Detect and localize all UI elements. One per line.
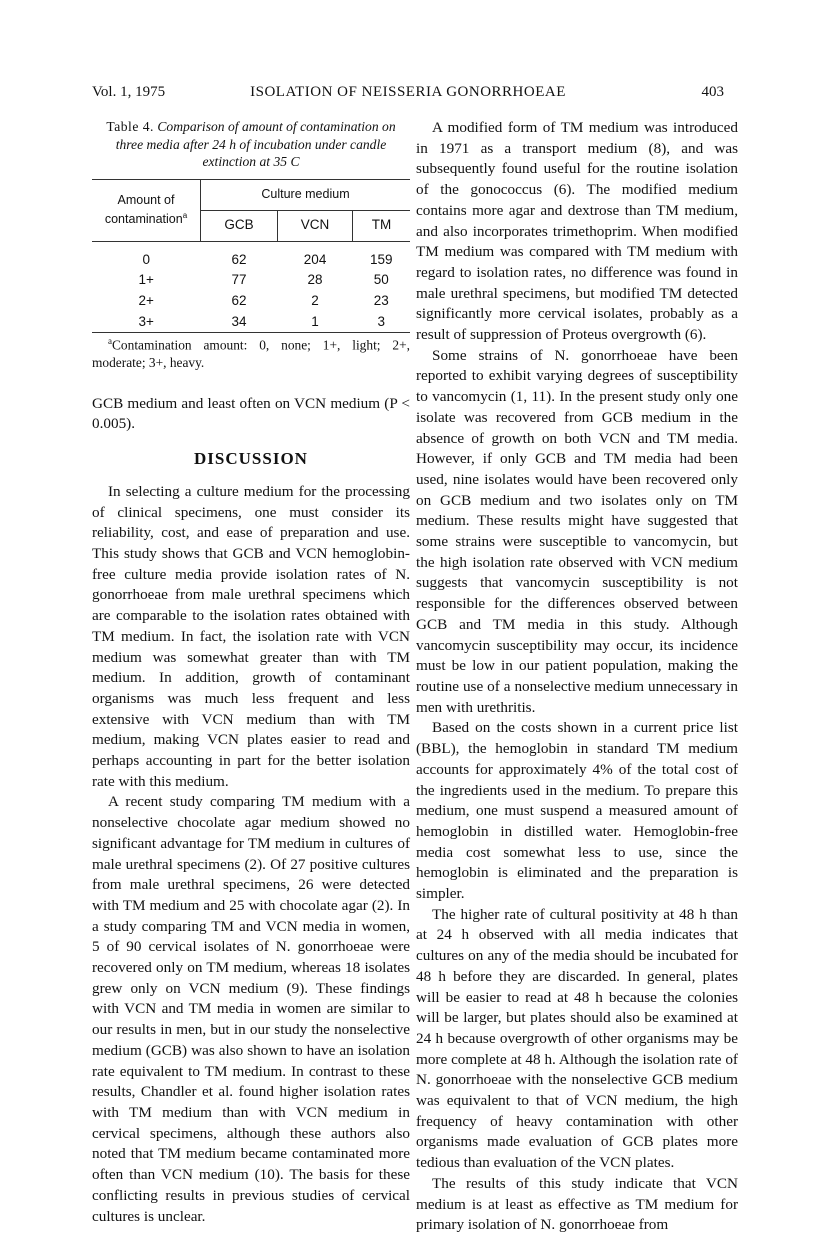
- running-header: [92, 84, 724, 106]
- footnote-text: Contamination amount: 0, none; 1+, light; 2+, moderate; 3+, heavy.: [92, 337, 410, 371]
- paragraph: A modified form of TM medium was introduced in 1971 as a transport medium (8), and was subsequently found useful for the routine isolation of the gonococcus (6). The modified medium contains more agar and dextrose than TM medium, and also incorporates trimethoprim. When modified TM medium was compared with TM medium with regard to isolation rates, no difference was found in male urethral specimens, but modified TM detected significantly more cervical isolates, probably as a result of suppression of Proteus overgrowth (6).: [416, 119, 738, 344]
- table-cell: 1: [311, 313, 319, 329]
- table-cell: 204: [303, 251, 327, 267]
- table-cell: 50: [373, 272, 389, 288]
- table-cell: 159: [370, 251, 393, 267]
- table-cell: 34: [231, 313, 247, 329]
- table-caption-text: Comparison of amount of contamination on three media after 24 h of incubation under candle extinction at 35 C: [115, 119, 396, 169]
- column-header: VCN: [278, 210, 353, 241]
- table-cell: 3: [377, 313, 386, 329]
- row-header-text: Amount of contamination: [104, 192, 183, 227]
- group-header-text: Culture medium: [261, 187, 350, 202]
- group-header-cell: [201, 179, 411, 210]
- table-row: [92, 291, 410, 312]
- table-caption: [92, 118, 410, 171]
- paragraph: The results of this study indicate that VCN medium is at least as effective as TM medium for primary isolation of N. gonorrhoeae from: [416, 1174, 738, 1234]
- column-header: GCB: [201, 210, 278, 241]
- table-cell: 62: [231, 251, 247, 267]
- table-cell: 77: [231, 272, 247, 288]
- paragraph: Some strains of N. gonorrhoeae have been reported to exhibit varying degrees of susceptibility to vancomycin (1, 11). In the present study only one isolate was recovered from GCB medium in the absence of growth on both VCN and TM media. However, if only GCB and TM media had been used, nine isolates would have been recovered only on GCB medium and two isolates only on TM medium. These results might have suggested that some strains were susceptible to vancomycin, but the high isolation rate observed with VCN medium suggests that vancomycin susceptibility is not responsible for the differences observed between GCB and TM media in this study. Although vancomycin susceptibility may occur, its incidence must be low in our patient population, making the routine use of a nonselective medium unnecessary in men with urethritis.: [416, 346, 738, 716]
- contamination-table: [92, 179, 410, 334]
- row-label: 1+: [138, 272, 154, 288]
- row-label: 3+: [138, 313, 154, 329]
- table-cell: 28: [307, 272, 323, 288]
- row-label: 0: [142, 251, 150, 267]
- left-column: [92, 118, 410, 1227]
- table-cell: 2: [311, 292, 319, 308]
- paragraph: A recent study comparing TM medium with a nonselective chocolate agar medium showed no significant advantage for TM medium in cultures of male urethral specimens (2). Of 27 positive cultures from male urethral specimens, 26 were detected with TM medium and 25 with chocolate agar (2). In a study comparing TM and VCN media in women, 5 of 90 cervical isolates of N. gonorrhoeae were recovered only on TM medium, whereas 18 isolates grew only on VCN medium (9). These findings with VCN and TM media in women are similar to our results in men, but in our study the nonselective medium (GCB) was also shown to have an isolation rate equivalent to TM medium. In contrast to these results, Chandler et al. found higher isolation rates with TM medium than with VCN medium in cervical specimens, although these authors also noted that TM medium became contaminated more often than VCN medium (10). The basis for these conflicting results in previous studies of cervical cultures is unclear.: [92, 793, 410, 1225]
- paragraph: Based on the costs shown in a current price list (BBL), the hemoglobin in standard TM medium accounts for approximately 4% of the total cost of the ingredients used in the medium. To prepare this medium, one must suspend a measured amount of hemoglobin in distilled water. Hemoglobin-free media cost somewhat less to use, since the hemoglobin is eliminated and the preparation is simpler.: [416, 719, 738, 903]
- running-title: ISOLATION OF NEISSERIA GONORRHOEAE: [250, 84, 566, 100]
- table-cell: 62: [231, 292, 247, 308]
- table-row: [92, 250, 410, 271]
- table-cell: 23: [373, 292, 389, 308]
- table-footnote: [92, 333, 410, 371]
- section-heading: DISCUSSION: [194, 449, 308, 469]
- table-label: Table 4.: [106, 119, 154, 134]
- paragraph: The higher rate of cultural positivity at 48 h than at 24 h observed with all media indicates that cultures on any of the media should be incubated for 48 h before they are discarded. In general, plates will be easier to read at 48 h because the colonies will be larger, but plates should also be examined at 24 h because overgrowth of other organisms may be more complete at 48 h. Although the isolation rate of N. gonorrhoeae with the nonselective GCB medium was equivalent to that of VCN medium, the high frequency of heavy contamination with other organisms made evaluation of GCB plates more tedious than evaluation of the VCN plates.: [416, 905, 738, 1172]
- right-column: [416, 118, 738, 1236]
- paragraph: In selecting a culture medium for the processing of clinical specimens, one must consider its reliability, cost, and ease of preparation and use. This study shows that GCB and VCN hemoglobin-free culture media provide isolation rates of N. gonorrhoeae from male urethral specimens which are comparable to the isolation rates obtained with TM medium. In fact, the isolation rate with VCN medium was somewhat greater than with TM medium. In addition, growth of contaminant organisms was much less frequent and less extensive with VCN medium than with TM medium, making VCN plates easier to read and perhaps accounting in part for the better isolation rate with this medium.: [92, 482, 410, 790]
- column-header: TM: [353, 210, 410, 241]
- paragraph: GCB medium and least often on VCN medium (P < 0.005).: [92, 394, 410, 433]
- page-number: 403: [701, 84, 724, 100]
- table-row: [92, 312, 410, 333]
- row-header-footnote-mark: a: [182, 210, 188, 220]
- row-label: 2+: [138, 292, 154, 308]
- volume-label: Vol. 1, 1975: [92, 84, 166, 100]
- row-header-cell: [92, 179, 201, 241]
- footnote-mark: a: [108, 336, 112, 347]
- table-row: [92, 270, 410, 291]
